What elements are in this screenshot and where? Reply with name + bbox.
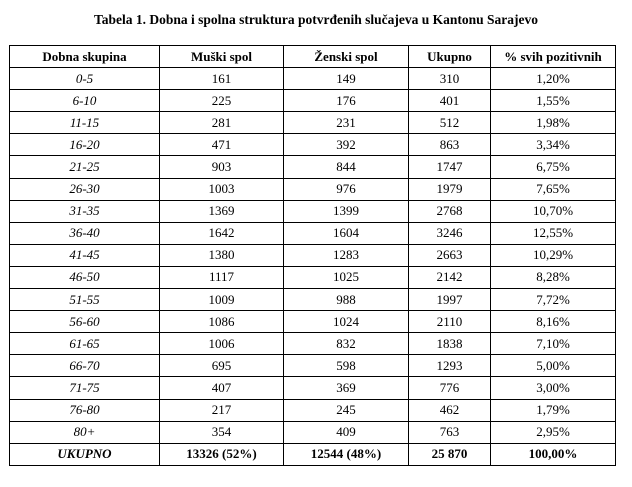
cell-percent: 12,55% [491, 222, 616, 244]
cell-male: 1006 [160, 333, 284, 355]
table-row [10, 222, 616, 244]
cell-total: 2110 [409, 311, 491, 333]
cell-percent: 7,72% [491, 289, 616, 311]
table-body [10, 68, 616, 444]
cell-total: 1838 [409, 333, 491, 355]
cell-male: 1117 [160, 266, 284, 288]
cell-female: 832 [284, 333, 409, 355]
cell-total: 1979 [409, 178, 491, 200]
cell-age-group: 46-50 [10, 266, 160, 288]
cell-total: 763 [409, 421, 491, 443]
cell-male: 161 [160, 68, 284, 90]
table-title: Tabela 1. Dobna i spolna struktura potvrđenih slučajeva u Kantonu Sarajevo [94, 12, 538, 27]
total-female: 12544 (48%) [284, 443, 409, 465]
cell-female: 392 [284, 134, 409, 156]
cell-male: 1369 [160, 200, 284, 222]
total-row [10, 443, 616, 465]
cell-female: 598 [284, 355, 409, 377]
table-row [10, 156, 616, 178]
cell-total: 1997 [409, 289, 491, 311]
header-male: Muški spol [160, 46, 284, 68]
cell-age-group: 51-55 [10, 289, 160, 311]
table-row [10, 200, 616, 222]
table-row [10, 266, 616, 288]
cell-total: 1293 [409, 355, 491, 377]
cell-percent: 3,34% [491, 134, 616, 156]
cell-percent: 7,10% [491, 333, 616, 355]
cell-total: 3246 [409, 222, 491, 244]
cell-total: 863 [409, 134, 491, 156]
total-label: UKUPNO [10, 443, 160, 465]
cell-percent: 3,00% [491, 377, 616, 399]
cell-female: 409 [284, 421, 409, 443]
cell-total: 2663 [409, 244, 491, 266]
age-sex-structure-table [9, 45, 616, 466]
cell-male: 225 [160, 90, 284, 112]
cell-age-group: 36-40 [10, 222, 160, 244]
header-row [10, 46, 616, 68]
header-age-group: Dobna skupina [10, 46, 160, 68]
table-row [10, 355, 616, 377]
cell-age-group: 56-60 [10, 311, 160, 333]
cell-total: 2768 [409, 200, 491, 222]
table-row [10, 289, 616, 311]
cell-percent: 1,20% [491, 68, 616, 90]
cell-age-group: 11-15 [10, 112, 160, 134]
cell-total: 1747 [409, 156, 491, 178]
cell-total: 310 [409, 68, 491, 90]
cell-female: 1025 [284, 266, 409, 288]
table-row [10, 377, 616, 399]
cell-percent: 6,75% [491, 156, 616, 178]
cell-female: 176 [284, 90, 409, 112]
cell-total: 401 [409, 90, 491, 112]
cell-female: 1024 [284, 311, 409, 333]
total-percent: 100,00% [491, 443, 616, 465]
cell-male: 903 [160, 156, 284, 178]
cell-age-group: 16-20 [10, 134, 160, 156]
cell-male: 1009 [160, 289, 284, 311]
cell-percent: 1,98% [491, 112, 616, 134]
cell-male: 471 [160, 134, 284, 156]
table-row [10, 90, 616, 112]
cell-total: 776 [409, 377, 491, 399]
table-row [10, 421, 616, 443]
table-row [10, 244, 616, 266]
cell-age-group: 21-25 [10, 156, 160, 178]
table-row [10, 399, 616, 421]
cell-percent: 10,70% [491, 200, 616, 222]
table-row [10, 311, 616, 333]
cell-female: 149 [284, 68, 409, 90]
cell-age-group: 66-70 [10, 355, 160, 377]
header-female: Ženski spol [284, 46, 409, 68]
cell-age-group: 61-65 [10, 333, 160, 355]
cell-female: 976 [284, 178, 409, 200]
cell-male: 281 [160, 112, 284, 134]
cell-age-group: 71-75 [10, 377, 160, 399]
cell-percent: 7,65% [491, 178, 616, 200]
cell-age-group: 76-80 [10, 399, 160, 421]
cell-male: 217 [160, 399, 284, 421]
cell-female: 844 [284, 156, 409, 178]
cell-female: 369 [284, 377, 409, 399]
cell-female: 245 [284, 399, 409, 421]
cell-male: 354 [160, 421, 284, 443]
cell-percent: 8,28% [491, 266, 616, 288]
cell-male: 1380 [160, 244, 284, 266]
cell-female: 231 [284, 112, 409, 134]
cell-age-group: 6-10 [10, 90, 160, 112]
total-male: 13326 (52%) [160, 443, 284, 465]
cell-female: 1604 [284, 222, 409, 244]
cell-percent: 1,79% [491, 399, 616, 421]
cell-total: 462 [409, 399, 491, 421]
cell-total: 512 [409, 112, 491, 134]
cell-male: 695 [160, 355, 284, 377]
cell-age-group: 26-30 [10, 178, 160, 200]
table-row [10, 68, 616, 90]
cell-age-group: 0-5 [10, 68, 160, 90]
table-row [10, 134, 616, 156]
table-row [10, 178, 616, 200]
cell-percent: 10,29% [491, 244, 616, 266]
cell-percent: 2,95% [491, 421, 616, 443]
header-total: Ukupno [409, 46, 491, 68]
table-row [10, 112, 616, 134]
header-percent: % svih pozitivnih [491, 46, 616, 68]
cell-percent: 1,55% [491, 90, 616, 112]
cell-female: 988 [284, 289, 409, 311]
cell-total: 2142 [409, 266, 491, 288]
total-sum: 25 870 [409, 443, 491, 465]
cell-male: 1003 [160, 178, 284, 200]
cell-age-group: 41-45 [10, 244, 160, 266]
cell-female: 1283 [284, 244, 409, 266]
cell-male: 1086 [160, 311, 284, 333]
cell-age-group: 80+ [10, 421, 160, 443]
cell-female: 1399 [284, 200, 409, 222]
cell-age-group: 31-35 [10, 200, 160, 222]
cell-percent: 5,00% [491, 355, 616, 377]
cell-male: 407 [160, 377, 284, 399]
table-row [10, 333, 616, 355]
cell-male: 1642 [160, 222, 284, 244]
cell-percent: 8,16% [491, 311, 616, 333]
